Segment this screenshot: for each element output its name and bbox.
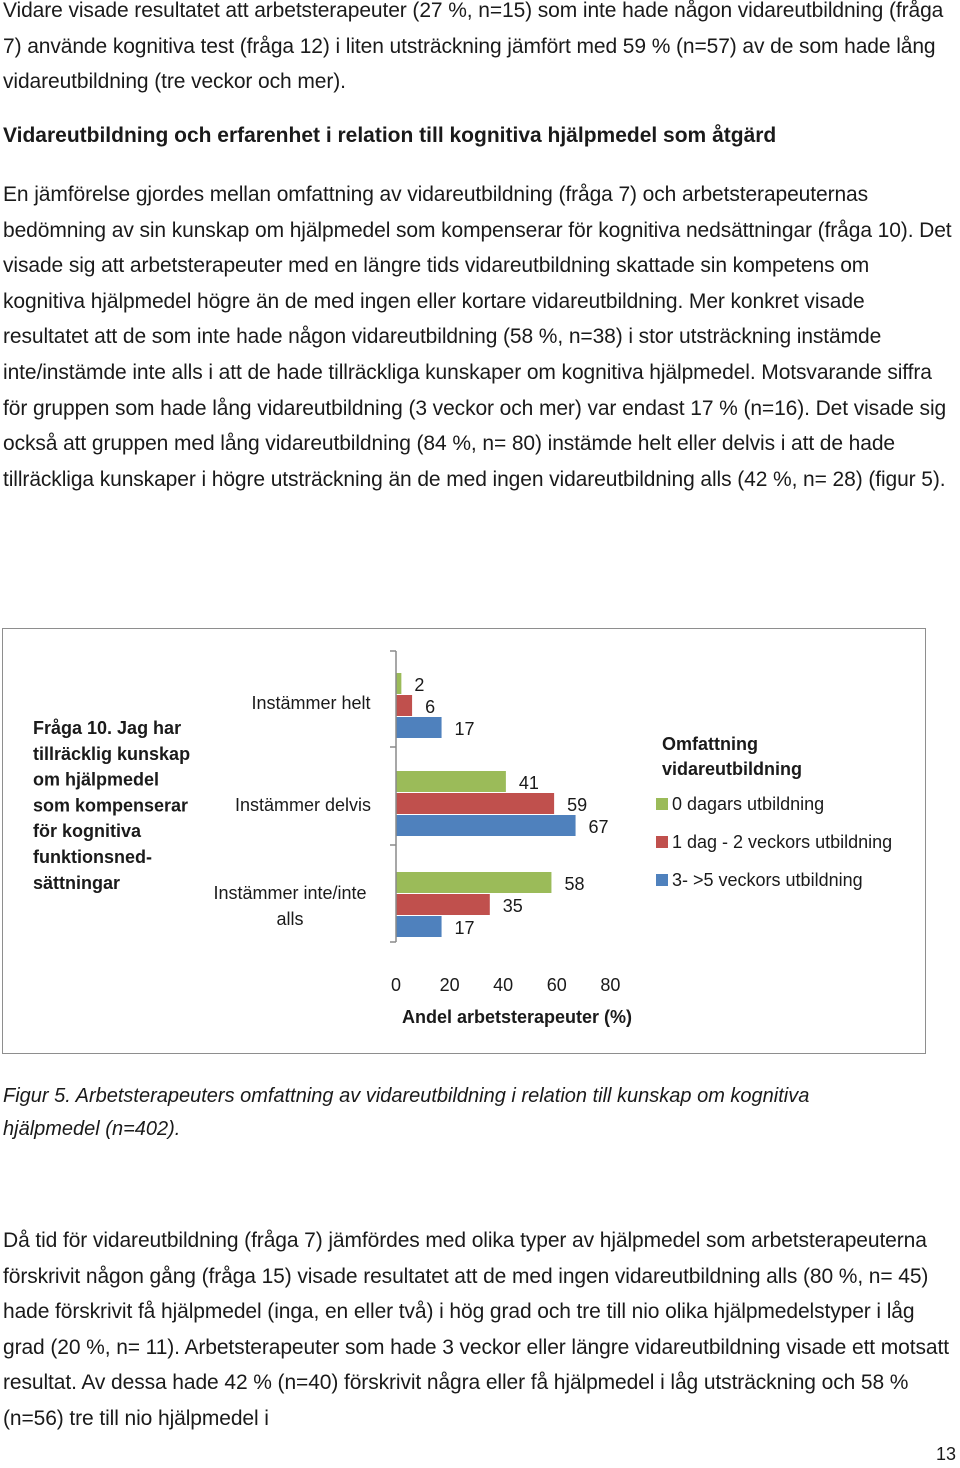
question-label-line: Fråga 10. Jag har [33, 718, 182, 738]
legend-entry: 0 dagars utbildning [672, 794, 825, 814]
category-label: Instämmer helt [251, 693, 371, 713]
bar [396, 673, 401, 694]
data-label: 17 [454, 719, 475, 739]
bar [396, 717, 442, 738]
bar [396, 916, 442, 937]
legend-swatch [656, 874, 668, 886]
question-label-line: för kognitiva [33, 821, 142, 842]
bar [396, 815, 576, 836]
x-tick-label: 80 [600, 975, 621, 995]
intro-paragraph: Vidare visade resultatet att arbetsterapeuter (27 %, n=15) som inte hade någon vidareutbildning (fråga 7) använde kognitiva test (fråga 12) i liten utsträckning jämfört med 59 % (n=57) av de som hade lång vidareutbildning (tre veckor och mer). [3, 0, 944, 93]
x-tick-label: 60 [546, 975, 567, 995]
bar [396, 894, 490, 915]
legend-title: vidareutbildning [662, 759, 803, 779]
data-label: 67 [588, 817, 609, 837]
figure-5-chart [2, 628, 926, 1054]
page-number: 13 [935, 1444, 956, 1464]
bar [396, 771, 506, 792]
question-label-line: funktionsned- [33, 847, 152, 867]
category-label: Instämmer inte/inte alls [213, 883, 367, 929]
chart-legend [656, 734, 892, 890]
bottom-paragraph: Då tid för vidareutbildning (fråga 7) jämfördes med olika typer av hjälpmedel som arbetsterapeuterna förskrivit någon gång (fråga 15) visade resultatet att de med ingen vidareutbildning alls (80 %, n= 45) hade förskrivit få hjälpmedel (inga, en eller två) i hög grad och tre till nio olika hjälpmedelstyper i låg grad (20 %, n= 11). Arbetsterapeuter som hade 3 veckor eller längre vidareutbildning visade ett motsatt resultat. Av dessa hade 42 % (n=40) förskrivit några eller få hjälpmedel i låg utsträckning och 58 % (n=56) tre till nio hjälpmedel i [3, 1229, 949, 1430]
legend-entry: 1 dag - 2 veckors utbildning [672, 832, 893, 852]
data-label: 58 [564, 874, 585, 894]
bar [396, 872, 551, 893]
question-label-line: sättningar [33, 872, 121, 893]
data-label: 6 [425, 697, 436, 717]
x-tick-label: 40 [493, 975, 514, 995]
question-label [33, 718, 190, 893]
x-axis-label: Andel arbetsterapeuter (%) [402, 1007, 633, 1027]
data-label: 35 [502, 896, 523, 916]
legend-swatch [656, 798, 668, 810]
legend-swatch [656, 836, 668, 848]
category-label: Instämmer delvis [234, 795, 372, 815]
bar [396, 695, 412, 716]
question-label-line: tillräcklig kunskap [33, 743, 191, 764]
legend-title: Omfattning [662, 734, 758, 754]
data-label: 59 [567, 795, 588, 815]
question-label-line: om hjälpmedel [33, 769, 160, 790]
x-tick-label: 0 [390, 975, 402, 995]
x-tick-label: 20 [439, 975, 460, 995]
legend-entry: 3- >5 veckors utbildning [672, 870, 863, 890]
data-label: 17 [454, 918, 475, 938]
section-heading: Vidareutbildning och erfarenhet i relation till kognitiva hjälpmedel som åtgärd [3, 124, 777, 147]
data-label: 2 [414, 675, 425, 695]
question-label-line: som kompenserar [33, 795, 189, 816]
figure-caption: Figur 5. Arbetsterapeuters omfattning av vidareutbildning i relation till kunskap om kognitiva hjälpmedel (n=402). [3, 1085, 810, 1140]
bar [396, 793, 554, 814]
bar-chart [3, 629, 927, 1055]
data-label: 41 [518, 773, 539, 793]
main-paragraph: En jämförelse gjordes mellan omfattning av vidareutbildning (fråga 7) och arbetsterapeuternas bedömning av sin kunskap om hjälpmedel som kompenserar för kognitiva nedsättningar (fråga 10). Det visade sig att arbetsterapeuter med en längre tids vidareutbildning skattade sin kompetens om kognitiva hjälpmedel högre än de med ingen eller kortare vidareutbildning. Mer konkret visade resultatet att de som inte hade någon vidareutbildning (58 %, n=38) i stor utsträckning instämde inte/instämde inte alls i att de hade tillräckliga kunskaper om kognitiva hjälpmedel. Motsvarande siffra för gruppen som hade lång vidareutbildning (3 veckor och mer) var endast 17 % (n=16). Det visade sig också att gruppen med lång vidareutbildning (84 %, n= 80) instämde helt eller delvis i att de hade tillräckliga kunskaper i högre utsträckning än de med ingen vidareutbildning alls (42 %, n= 28) (figur 5). [3, 183, 952, 491]
